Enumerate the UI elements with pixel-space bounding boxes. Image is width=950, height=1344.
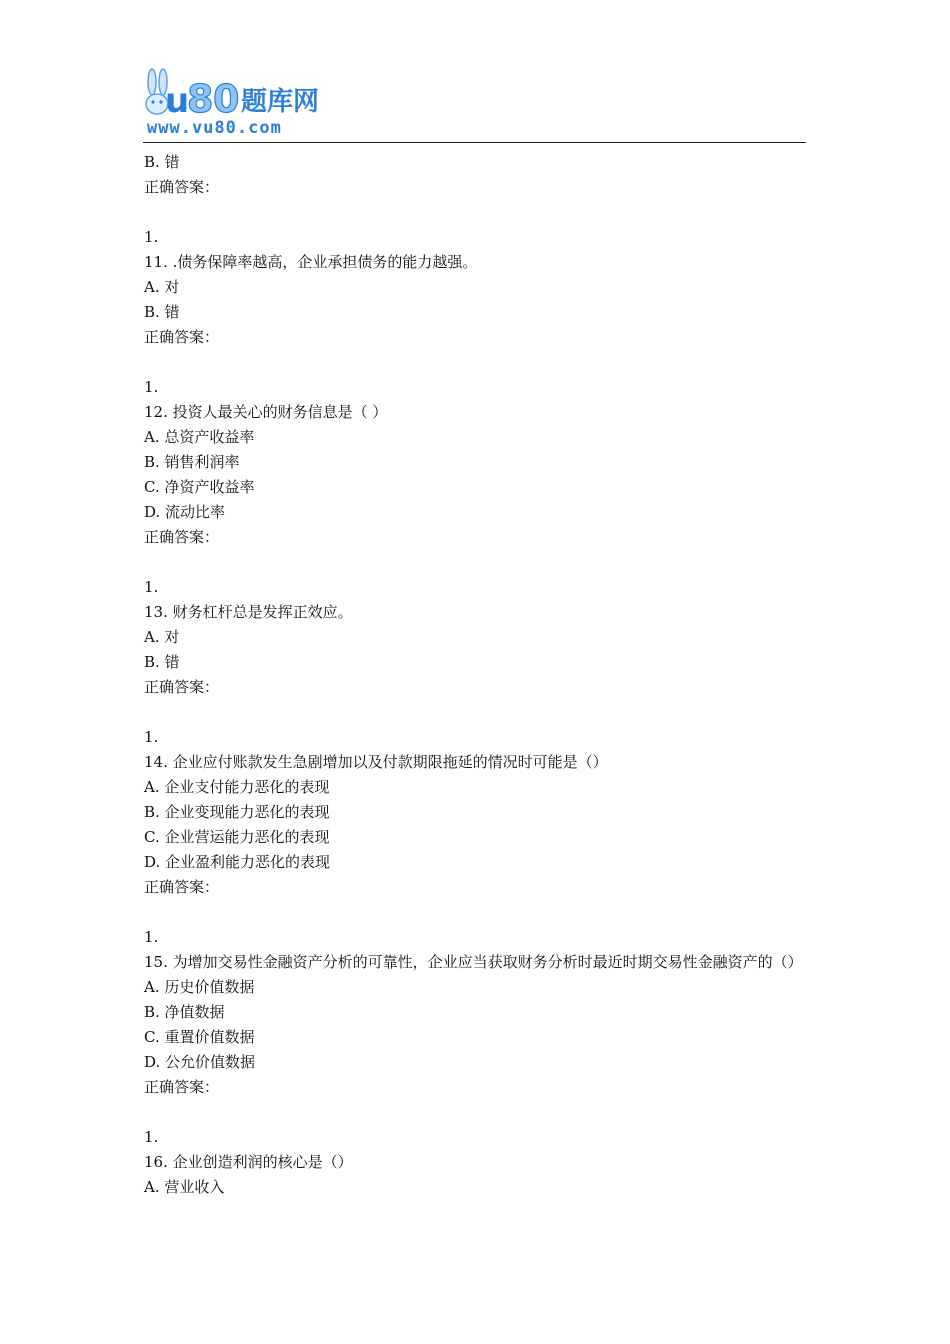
question-score: 1. [144, 1128, 159, 1146]
spacer [144, 550, 808, 575]
option-a[interactable]: A. 对 [144, 278, 180, 296]
spacer [144, 350, 808, 375]
option-b[interactable]: B. 净值数据 [144, 1003, 225, 1021]
option-a[interactable]: A. 营业收入 [144, 1178, 225, 1196]
option-c[interactable]: C. 企业营运能力恶化的表现 [144, 828, 330, 846]
question-block-11 [144, 225, 808, 375]
question-score: 1. [144, 378, 159, 396]
question-score: 1. [144, 578, 159, 596]
question-score: 1. [144, 228, 159, 246]
question-block-16 [144, 1125, 808, 1200]
spacer [144, 1100, 808, 1125]
answer-label: 正确答案： [144, 1078, 220, 1096]
vu80-logo[interactable] [143, 66, 343, 138]
question-prompt: 11. .债务保障率越高，企业承担债务的能力越强。 [144, 253, 478, 271]
answer-label: 正确答案： [144, 678, 220, 696]
option-a[interactable]: A. 总资产收益率 [144, 428, 255, 446]
svg-text:题库网: 题库网 [241, 87, 320, 117]
question-prompt: 16. 企业创造利润的核心是（） [144, 1153, 353, 1171]
option-d[interactable]: D. 流动比率 [144, 503, 226, 521]
header-divider [143, 142, 806, 143]
question-list [144, 150, 808, 1200]
question-score: 1. [144, 928, 159, 946]
option-b[interactable]: B. 销售利润率 [144, 453, 240, 471]
svg-text:0: 0 [213, 77, 240, 121]
spacer [144, 700, 808, 725]
option-a[interactable]: A. 对 [144, 628, 180, 646]
option-a[interactable]: A. 企业支付能力恶化的表现 [144, 778, 330, 796]
svg-text:8: 8 [187, 77, 214, 121]
option-c[interactable]: C. 净资产收益率 [144, 478, 255, 496]
option-d[interactable]: D. 企业盈利能力恶化的表现 [144, 853, 331, 871]
answer-label: 正确答案： [144, 328, 220, 346]
question-block-13 [144, 575, 808, 725]
question-prompt: 13. 财务杠杆总是发挥正效应。 [144, 603, 353, 621]
option-c[interactable]: C. 重置价值数据 [144, 1028, 255, 1046]
option-d[interactable]: D. 公允价值数据 [144, 1053, 256, 1071]
answer-label: 正确答案： [144, 528, 220, 546]
spacer [144, 900, 808, 925]
option-b[interactable]: B. 错 [144, 153, 180, 171]
question-block-12 [144, 375, 808, 575]
question-block-15 [144, 925, 808, 1125]
question-prompt: 15. 为增加交易性金融资产分析的可靠性，企业应当获取财务分析时最近时期交易性金融资产的（） [144, 953, 803, 971]
svg-text:u: u [165, 81, 190, 121]
answer-label: 正确答案： [144, 878, 220, 896]
vu80-logo-graphic [143, 66, 343, 138]
option-b[interactable]: B. 错 [144, 653, 180, 671]
option-b[interactable]: B. 企业变现能力恶化的表现 [144, 803, 330, 821]
page-header [143, 66, 806, 144]
option-a[interactable]: A. 历史价值数据 [144, 978, 255, 996]
question-block-14 [144, 725, 808, 925]
spacer [144, 200, 808, 225]
svg-text:www.vu80.com: www.vu80.com [147, 118, 282, 138]
option-b[interactable]: B. 错 [144, 303, 180, 321]
question-prompt: 12. 投资人最关心的财务信息是（ ） [144, 403, 388, 421]
answer-label: 正确答案： [144, 178, 220, 196]
question-prompt: 14. 企业应付账款发生急剧增加以及付款期限拖延的情况时可能是（） [144, 753, 608, 771]
question-score: 1. [144, 728, 159, 746]
